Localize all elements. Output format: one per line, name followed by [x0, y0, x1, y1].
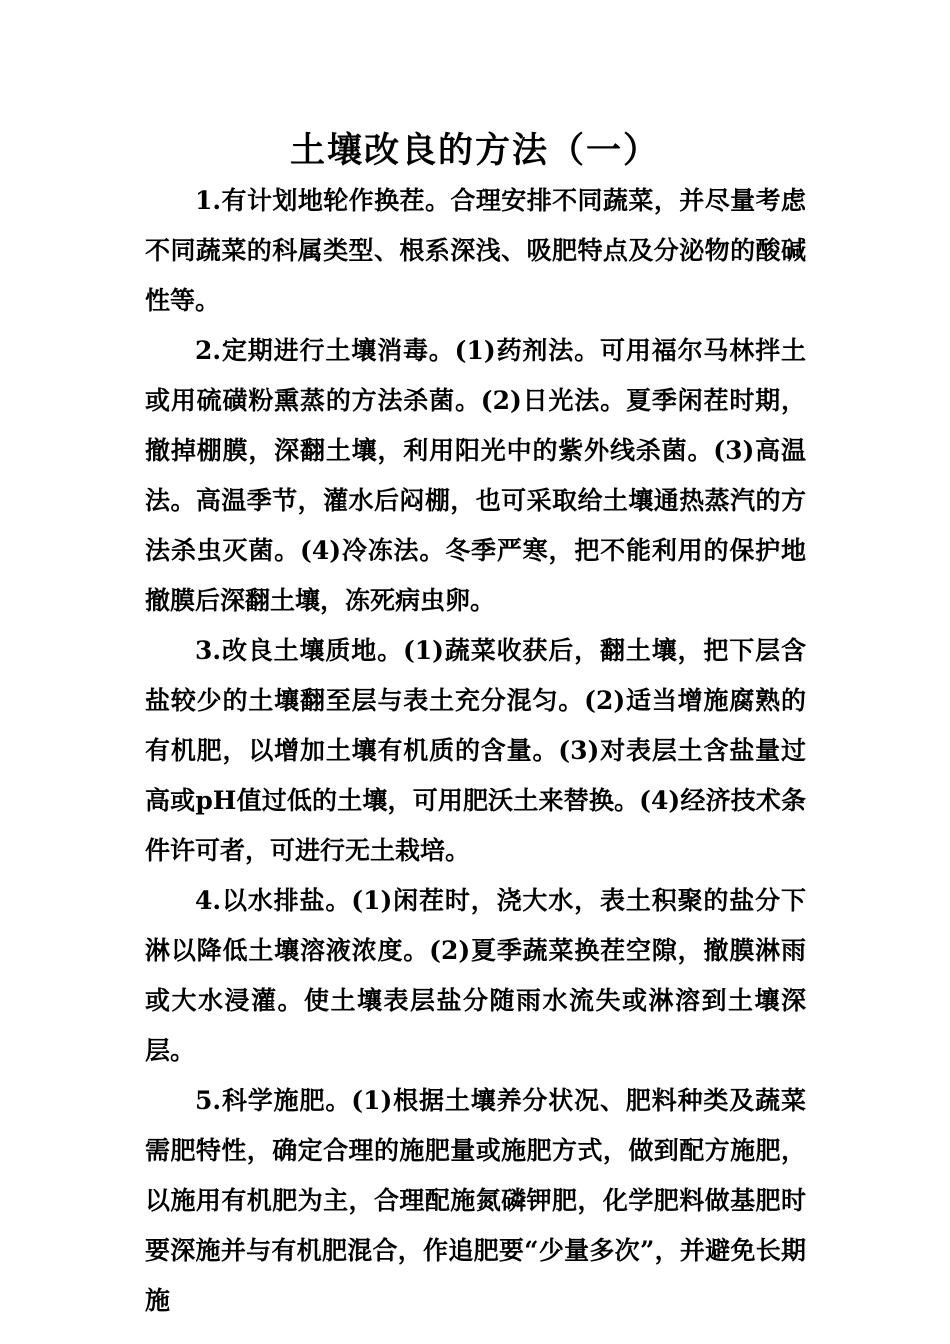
paragraph-soil-texture: 3.改良土壤质地。(1)蔬菜收获后，翻土壤，把下层含盐较少的土壤翻至层与表土充分混匀。(2)适当增施腐熟的有机肥，以增加土壤有机质的含量。(3)对表层土含盐量过高或pH值过低的土壤，可用肥沃土来替换。(4)经济技术条件许可者，可进行无土栽培。	[145, 636, 806, 865]
paragraph-crop-rotation: 1.有计划地轮作换茬。合理安排不同蔬菜，并尽量考虑不同蔬菜的科属类型、根系深浅、吸肥特点及分泌物的酸碱性等。	[145, 186, 806, 315]
paragraph-salt-leaching: 4.以水排盐。(1)闲茬时，浇大水，表土积聚的盐分下淋以降低土壤溶液浓度。(2)夏季蔬菜换茬空隙，撤膜淋雨或大水浸灌。使土壤表层盐分随雨水流失或淋溶到土壤深层。	[145, 886, 806, 1065]
paragraph-soil-disinfection: 2.定期进行土壤消毒。(1)药剂法。可用福尔马林拌土或用硫磺粉熏蒸的方法杀菌。(2)日光法。夏季闲茬时期，撤掉棚膜，深翻土壤，利用阳光中的紫外线杀菌。(3)高温法。高温季节，灌水后闷棚，也可采取给土壤通热蒸汽的方法杀虫灭菌。(4)冷冻法。冬季严寒，把不能利用的保护地撤膜后深翻土壤，冻死病虫卵。	[145, 336, 806, 615]
paragraph-scientific-fertilization: 5.科学施肥。(1)根据土壤养分状况、肥料种类及蔬菜需肥特性，确定合理的施肥量或施肥方式，做到配方施肥，以施用有机肥为主，合理配施氮磷钾肥，化学肥料做基肥时要深施并与有机肥混合，作追肥要“少量多次”，并避免长期施	[145, 1086, 806, 1315]
document-body	[145, 176, 806, 1326]
document-title: 土壤改良的方法（一）	[289, 130, 660, 171]
